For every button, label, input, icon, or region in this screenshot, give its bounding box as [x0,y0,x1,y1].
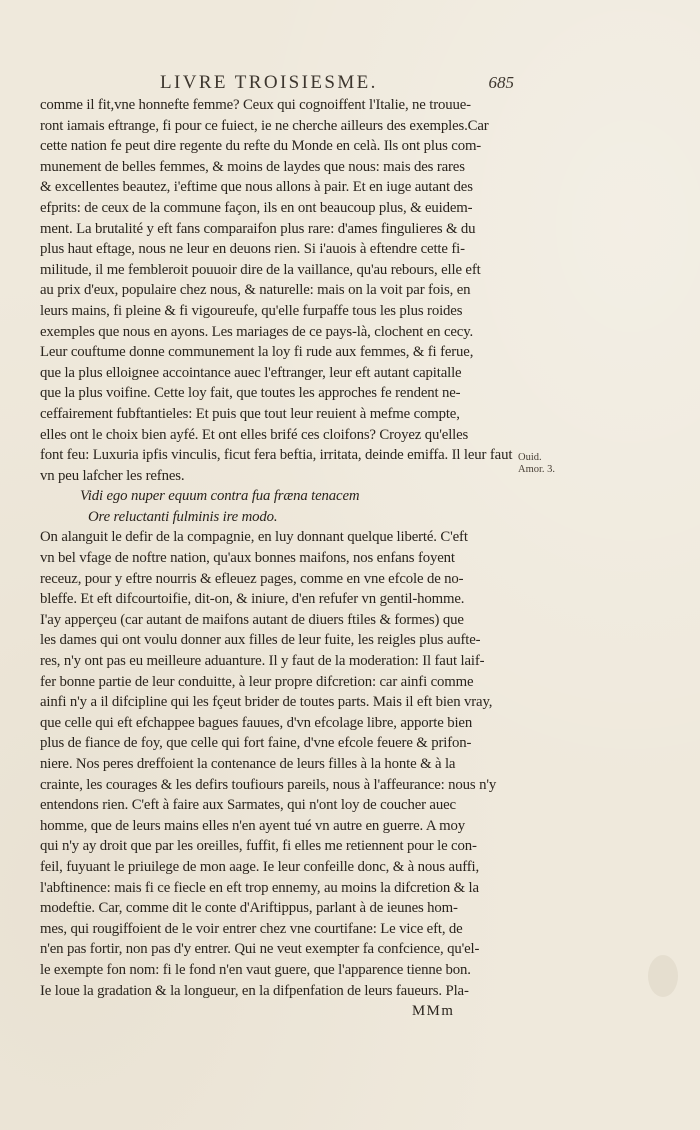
margin-note [518,452,578,476]
text-line: font feu: Luxuria ipfis vinculis, ficut fera beftia, irritata, deinde emiffa. Il leur faut [40,447,513,464]
paper-stain [648,955,678,997]
text-line: entendons rien. C'eft à faire aux Sarmates, qui n'ont loy de coucher auec [40,797,456,814]
body-text [40,95,514,1022]
text-line: cette nation fe peut dire regente du refte du Monde en celà. Ils ont plus com- [40,138,482,155]
page-number: 685 [488,73,514,92]
text-line: ront iamais eftrange, fi pour ce fuiect, ie ne cherche ailleurs des exemples.Car [40,117,489,134]
text-line: niere. Nos peres dreffoient la contenance de leurs filles à la honte & à la [40,756,456,772]
text-line: l'abftinence: mais fi ce fiecle en eft trop ennemy, au moins la difcretion & la [40,879,479,896]
text-line: bleffe. Et eft difcourtoifie, dit-on, & iniure, d'en refufer vn gentil-homme. [40,591,465,608]
text-line: ceffairement fubftantieles: Et puis que tout leur reuient à mefme compte, [40,405,460,422]
text-line: leurs mains, fi pleine & fi vigoureufe, qu'elle furpaffe tous les plus roides [40,302,463,319]
text-line: I'ay apperçeu (car autant de maifons autant de diuers ftiles & formes) que [40,611,464,628]
text-line: efprits: de ceux de la commune façon, ils en ont beaucoup plus, & euidem- [40,199,473,216]
text-line: elles ont le choix bien ayfé. Et ont elles brifé ces cloifons? Croyez qu'elles [40,426,469,443]
text-line: res, n'y ont pas eu meilleure aduanture. Il y faut de la moderation: Il faut laif- [40,653,485,670]
margin-note-line: Ouid. [518,452,542,463]
text-line: militude, il me fembleroit pouuoir dire de la vaillance, qu'au rebours, elle eft [40,261,481,278]
text-line: que celle qui eft efchappee bagues fauues, d'vn efcolage libre, apporte bien [40,714,473,731]
text-line: qui n'y ay droit que par les oreilles, fuffit, fi elles me retiennent pour le con- [40,838,477,855]
text-line: crainte, les courages & les defirs toufiours pareils, nous à l'affeurance: nous n'y [40,776,497,793]
page-header [40,72,514,94]
text-line: mes, qui rougiffoient de le voir entrer chez vne courtifane: Le vice eft, de [40,920,463,937]
text-line: comme il fit,vne honnefte femme? Ceux qui cognoiffent l'Italie, ne trouue- [40,97,471,113]
text-line: fer bonne partie de leur conduitte, à leur propre difcretion: car ainfi comme [40,673,474,690]
text-line: Ie loue la gradation & la longueur, en la difpenfation de leurs faueurs. Pla- [40,982,469,999]
verse-line: Ore reluctanti fulminis ire modo. [88,508,278,525]
text-line: plus haut eftage, nous ne leur en deuons rien. Si i'auois à eftendre cette fi- [40,241,465,258]
text-line: vn bel vfage de noftre nation, qu'aux bonnes maifons, nos enfans foyent [40,550,455,567]
text-line: receuz, pour y eftre nourris & efleuez pages, comme en vne efcole de no- [40,570,464,587]
verse-line: Vidi ego nuper equum contra fua fræna tenacem [80,488,360,505]
text-line: plus de fiance de foy, que celle qui fort faine, d'vne efcole feuere & prifon- [40,735,472,752]
text-line: modeftie. Car, comme dit le conte d'Ariftippus, parlant à de ieunes hom- [40,900,458,917]
text-line: ainfi n'y a il difcipline qui les fçeut brider de toutes parts. Mais il eft bien vray, [40,694,493,711]
text-line: au prix d'eux, populaire chez nous, & naturelle: mais on la voit par fois, en [40,282,471,299]
text-line: munement de belles femmes, & moins de laydes que nous: mais des rares [40,158,465,175]
text-line: le exempte fon nom: fi le fond n'en vaut guere, que l'apparence tienne bon. [40,961,471,978]
text-line: les dames qui ont voulu donner aux filles de leur fuite, les reigles plus aufte- [40,632,481,649]
text-line: homme, que de leurs mains elles n'en ayent tué vn autre en guerre. A moy [40,817,465,834]
text-line: On alanguit le defir de la compagnie, en luy donnant quelque liberté. C'eft [40,529,468,546]
text-line: que la plus elloignee accointance auec l'eftranger, leur eft autant capitalle [40,364,462,381]
text-line: Leur couftume donne communement la loy fi rude aux femmes, & fi ferue, [40,344,474,361]
text-line: que la plus voifine. Cette loy fait, que toutes les approches fe rendent ne- [40,385,461,402]
text-line: & excellentes beautez, i'eftime que nous allons à pair. Et en iuge autant des [40,179,473,196]
text-line: vn peu lafcher les refnes. [40,467,185,484]
text-line: ment. La brutalité y eft fans comparaifon plus rare: d'ames fingulieres & du [40,220,476,237]
running-title: LIVRE TROISIESME. [160,72,378,93]
text-line: exemples que nous en ayons. Les mariages de ce pays-là, clochent en cecy. [40,323,474,340]
text-line: n'en pas fortir, non pas d'y entrer. Qui ne veut exempter fa confcience, qu'el- [40,941,480,958]
margin-note-line: Amor. 3. [518,464,556,475]
signature-mark: MMm [412,1003,455,1020]
text-line: feil, fuyuant le priuilege de mon aage. Ie leur confeille donc, & à nous auffi, [40,858,480,875]
